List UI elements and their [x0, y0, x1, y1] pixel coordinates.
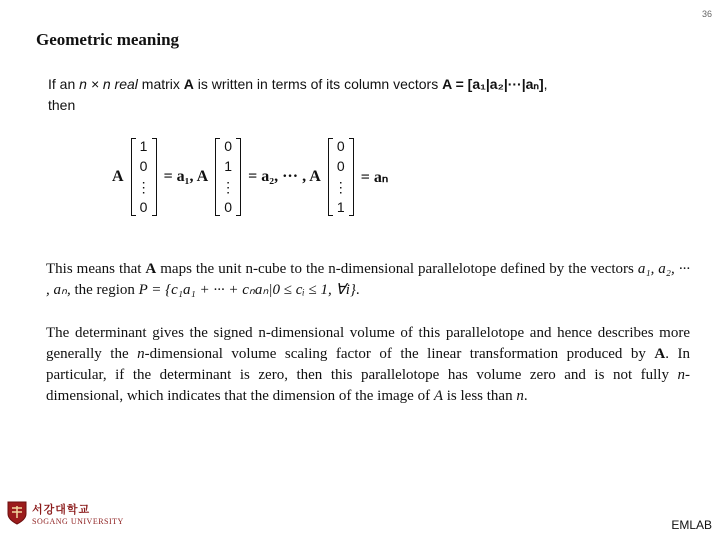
logo-text	[32, 501, 124, 526]
unit-vector-n	[328, 138, 354, 216]
paragraph-determinant	[36, 323, 690, 407]
text: This means that	[46, 261, 146, 277]
text-bold: A	[183, 76, 194, 92]
entry: 0	[336, 158, 345, 175]
text: -dimensional, which indicates that the dimension of the image of	[46, 367, 690, 404]
entry: ⋮	[136, 178, 151, 195]
unit-vector-2	[215, 138, 241, 216]
shield-emblem-icon	[6, 500, 28, 526]
entry: 0	[139, 198, 148, 215]
text-italic: n	[677, 367, 685, 383]
text: The determinant gives the signed n-dimensional volume of this parallelotope and hence describes more generally the	[46, 325, 690, 362]
matrix-symbol: A	[112, 168, 124, 185]
unit-vector-1	[131, 138, 157, 216]
text: maps the unit n-cube to the n-dimensional parallelotope defined by the vectors	[156, 261, 638, 277]
entry: 0	[336, 138, 345, 154]
column-equation	[112, 137, 392, 217]
equation-result-1: = a₁, A	[163, 168, 209, 185]
text: . In particular, if the determinant is zero, then this parallelotope has volume zero and is not fully	[46, 346, 691, 383]
entry: 1	[336, 198, 345, 215]
slide-title: Geometric meaning	[36, 30, 180, 49]
text: is less than	[443, 388, 517, 404]
entry: 1	[139, 138, 148, 154]
text-italic: A	[433, 388, 443, 404]
entry: 0	[139, 158, 148, 175]
equation-result-n: = aₙ	[360, 169, 389, 186]
region-formula: P = {c₁a₁ + ··· + cₙaₙ|0 ≤ cᵢ ≤ 1, ∀i}	[138, 282, 356, 298]
matrix-columns-formula: A = [a₁|a₂|···|aₙ]	[442, 76, 544, 92]
text-bold: A	[654, 346, 666, 362]
paragraph-parallelotope	[36, 259, 690, 301]
text-italic: n × n real	[79, 76, 138, 92]
text: is written in terms of its column vectors	[193, 76, 443, 92]
text: , the region	[66, 282, 139, 298]
vectors-formula: a₁, a₂, ··· , aₙ	[46, 261, 690, 298]
entry: 0	[224, 198, 233, 215]
entry: ⋮	[221, 178, 236, 195]
entry: 1	[224, 158, 233, 175]
text: matrix	[137, 76, 184, 92]
text: -dimensional volume scaling factor of the linear transformation produced by	[144, 346, 655, 362]
footer-lab-name: EMLAB	[671, 518, 712, 532]
text: If an	[48, 76, 80, 92]
equation-result-2: = a₂, ··· , A	[248, 168, 321, 185]
logo-english: SOGANG UNIVERSITY	[32, 516, 124, 526]
university-logo	[6, 500, 124, 526]
text: .	[523, 388, 528, 404]
paragraph-column-vectors	[48, 74, 688, 116]
entry: ⋮	[333, 178, 348, 195]
text-italic: n	[137, 346, 145, 362]
slide-number: 36	[701, 9, 712, 19]
entry: 0	[224, 138, 233, 154]
text: .	[355, 282, 360, 298]
logo-korean: 서강대학교	[32, 503, 91, 516]
text: ,	[543, 76, 548, 92]
text: then	[48, 97, 76, 113]
text-bold: A	[145, 261, 157, 277]
text-italic: n	[516, 388, 524, 404]
